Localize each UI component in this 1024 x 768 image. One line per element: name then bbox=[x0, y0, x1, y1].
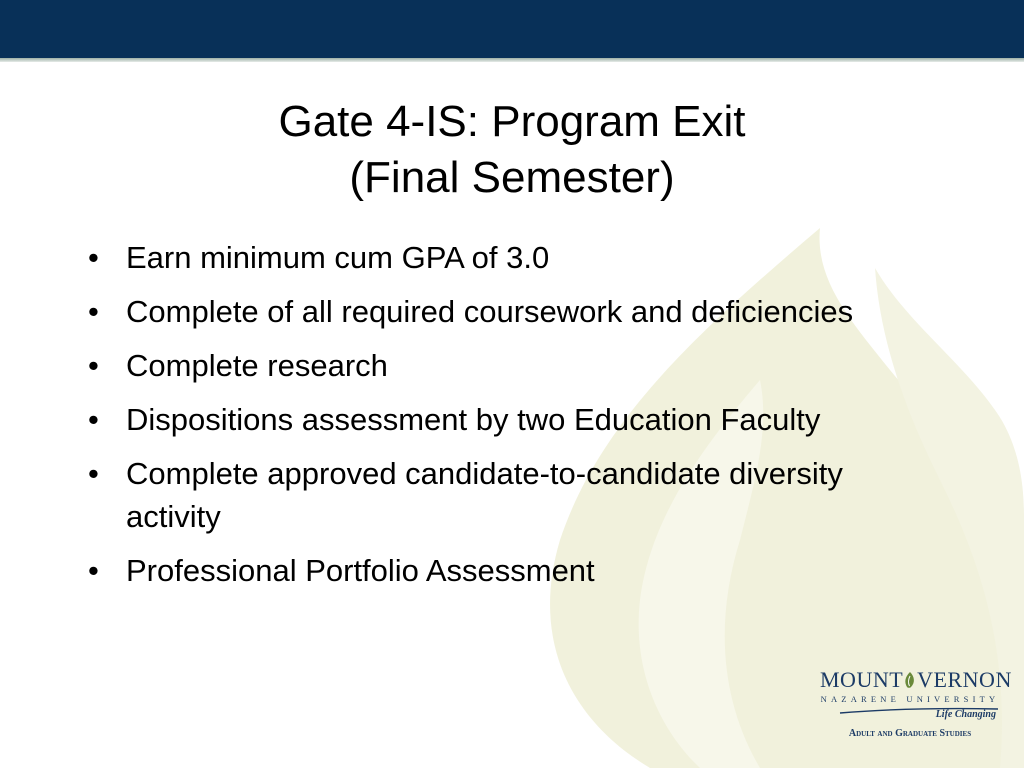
logo-name-left: MOUNT bbox=[820, 667, 904, 692]
bullet-item bbox=[84, 452, 874, 538]
header-bar bbox=[0, 0, 1024, 58]
bullet-item bbox=[84, 344, 874, 387]
bullet-text: Complete of all required coursework and deficiencies bbox=[126, 294, 854, 329]
bullet-text: Complete research bbox=[126, 348, 388, 383]
bullet-item bbox=[84, 236, 874, 279]
bullet-text: Professional Portfolio Assessment bbox=[126, 553, 595, 588]
logo-wordmark bbox=[820, 667, 1012, 692]
bullet-item bbox=[84, 549, 874, 592]
slide-title-line-1: Gate 4-IS: Program Exit bbox=[278, 97, 746, 146]
bullet-glyph: • bbox=[88, 553, 99, 588]
bullet-glyph: • bbox=[88, 402, 99, 437]
bullet-text: Dispositions assessment by two Education Faculty bbox=[126, 402, 821, 437]
slide-title bbox=[0, 94, 1024, 206]
header-rule bbox=[0, 58, 1024, 62]
bullet-glyph: • bbox=[88, 294, 99, 329]
logo-division: Adult and Graduate Studies bbox=[848, 728, 972, 739]
bullet-list bbox=[84, 236, 874, 603]
logo-tagline: Life Changing bbox=[935, 709, 996, 720]
logo-subtitle: NAZARENE UNIVERSITY bbox=[820, 694, 1000, 704]
logo-name-right: VERNON bbox=[917, 667, 1012, 692]
bullet-glyph: • bbox=[88, 240, 99, 275]
bullet-item bbox=[84, 290, 874, 333]
bullet-glyph: • bbox=[88, 348, 99, 383]
bullet-text: Complete approved candidate-to-candidate diversity activity bbox=[126, 456, 843, 534]
bullet-text: Earn minimum cum GPA of 3.0 bbox=[126, 240, 550, 275]
bullet-item bbox=[84, 398, 874, 441]
slide-title-line-2: (Final Semester) bbox=[349, 153, 675, 202]
flame-leaf-icon bbox=[903, 671, 917, 689]
bullet-glyph: • bbox=[88, 456, 99, 491]
university-logo bbox=[820, 667, 1012, 748]
